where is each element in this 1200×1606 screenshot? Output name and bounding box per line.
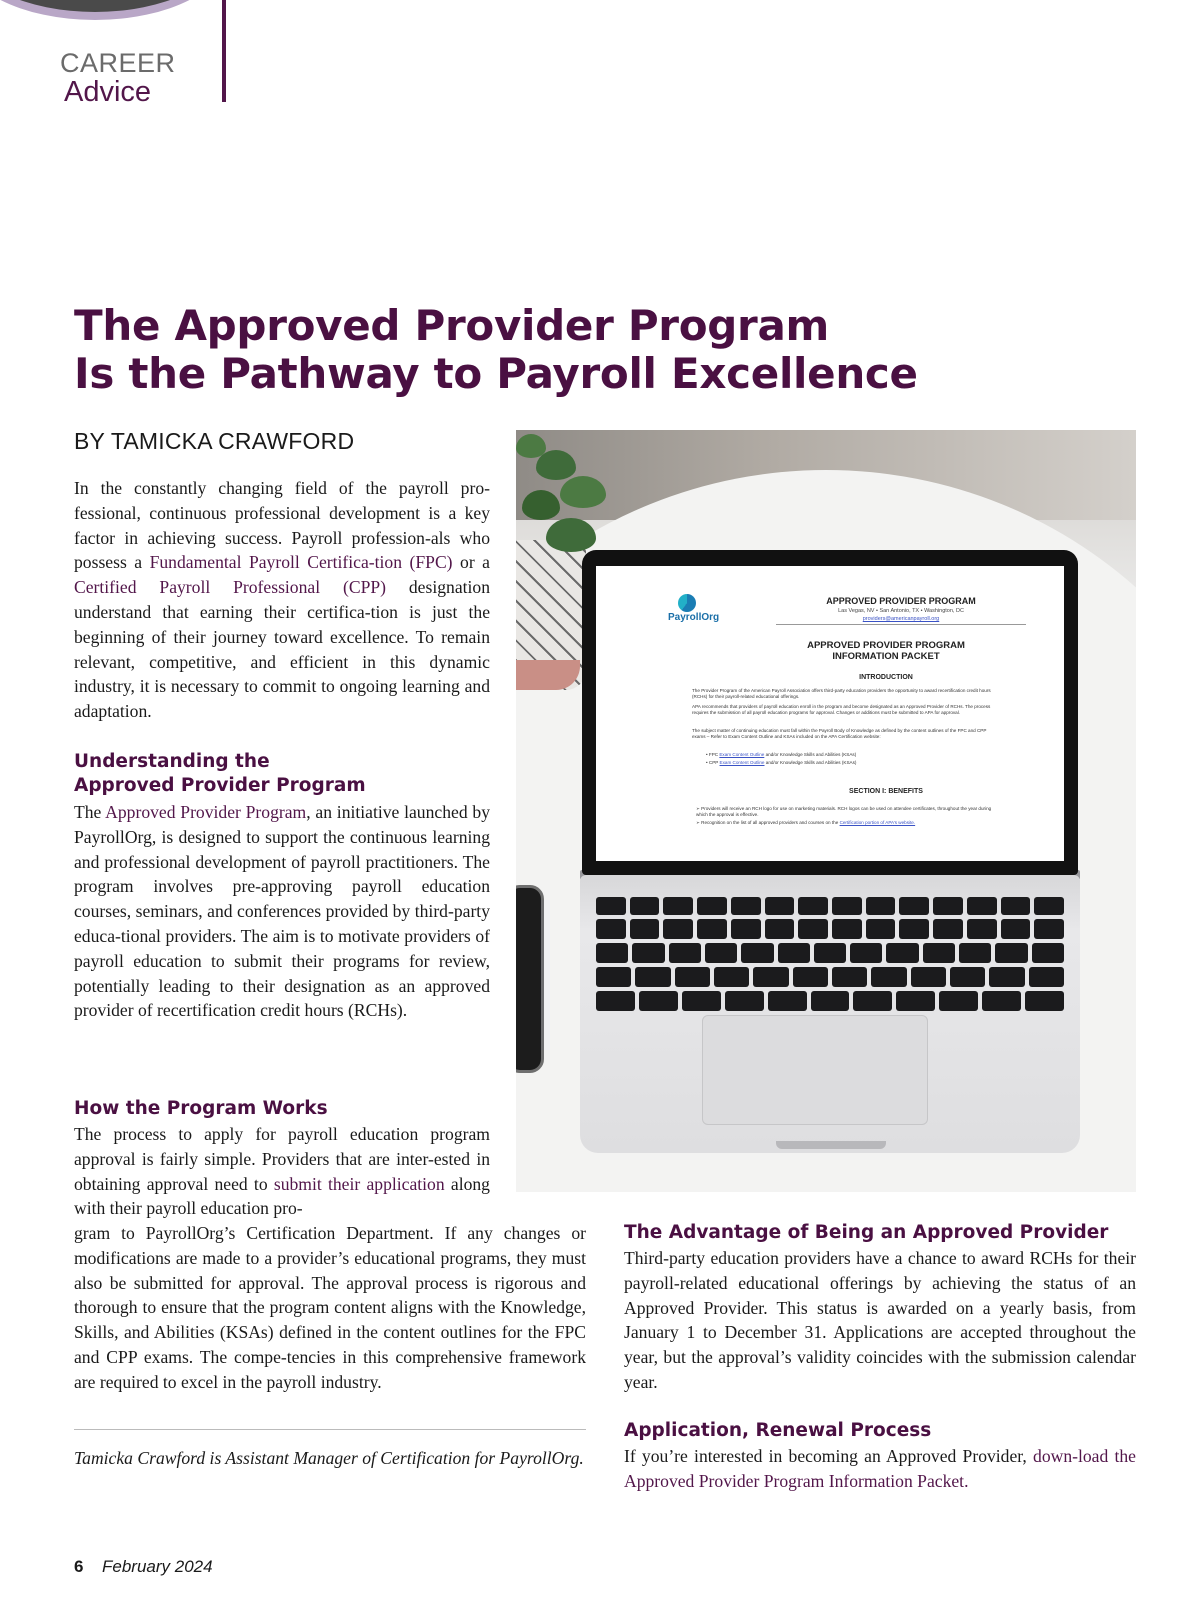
keyboard-key — [1001, 919, 1031, 939]
fpc-link[interactable]: Fundamental Payroll Certifica-tion (FPC) — [149, 552, 453, 573]
keyboard — [596, 897, 1064, 1019]
trackpad — [702, 1015, 928, 1125]
laptop-screen — [596, 566, 1064, 861]
keyboard-key — [682, 991, 721, 1011]
laptop-photo — [516, 430, 1136, 1192]
plant-leaf — [522, 490, 560, 520]
application-text-a: If you’re interested in becoming an Approved Provider, — [624, 1446, 1034, 1466]
keyboard-key — [933, 897, 963, 915]
understanding-text-b: , an initiative launched by PayrollOrg, is designed to support the continuous learning and professional development of payroll practitioners. The program involves pre-approving payroll education courses, seminars, and conferences provided by third-party educa-tional providers. The aim is to motivate providers of payroll education to submit their programs for review, potentially leading to their designation as an approved provider of recertification credit hours (RCHs). — [74, 802, 490, 1021]
article-title — [74, 302, 974, 398]
bio-divider — [74, 1429, 586, 1430]
how-paragraph-narrow — [74, 1122, 490, 1221]
screen-locations: Las Vegas, NV • San Antonio, TX • Washington, DC — [838, 608, 964, 614]
keyboard-key — [596, 991, 635, 1011]
screen-benefit-2-a: Recognition on the list of all approved providers and courses on the — [701, 820, 840, 825]
keyboard-key — [798, 897, 828, 915]
laptop-base — [580, 875, 1080, 1153]
screen-divider — [776, 624, 1026, 625]
screen-section-heading: SECTION I: BENEFITS — [849, 788, 923, 795]
how-text-b: along with their payroll education pro- — [74, 1173, 490, 1219]
screen-paragraph-2: APA recommends that providers of payroll education enroll in the program and become designated as an Approved Provider of RCHs. The process requires the submission of all payroll education programs for approval. Changes or additions must be submitted to APA for approval. — [692, 704, 991, 715]
keyboard-key — [832, 967, 867, 987]
screen-benefit-1: ➢ Providers will receive an RCH logo for use on marketing materials. RCH logos can be used on attendee certificates, throughout the year during which the approval is effective. — [696, 806, 992, 817]
section-label-top: CAREER — [60, 48, 176, 78]
keyboard-key — [989, 967, 1024, 987]
keyboard-key — [632, 943, 664, 963]
screen-bullet-1-a: FPC — [708, 752, 720, 757]
screen-header: APPROVED PROVIDER PROGRAM — [826, 596, 976, 606]
section-label-bottom: Advice — [64, 76, 152, 108]
plant-leaf — [546, 518, 596, 552]
submit-application-link[interactable]: submit their application — [273, 1173, 445, 1194]
understanding-heading-line1: Understanding the — [74, 751, 270, 772]
keyboard-key — [765, 897, 795, 915]
keyboard-key — [1032, 943, 1064, 963]
laptop-lip — [776, 1141, 886, 1149]
section-badge-oval — [0, 0, 230, 20]
intro-paragraph — [74, 476, 490, 724]
screen-benefit-2: ➢ Recognition on the list of all approved providers and courses on the Certification portion of APA’s website. — [696, 820, 916, 825]
understanding-heading — [74, 750, 366, 798]
keyboard-key — [871, 967, 906, 987]
keyboard-key — [669, 943, 701, 963]
approved-provider-program-link[interactable]: Approved Provider Program — [105, 802, 307, 822]
keyboard-key — [1025, 991, 1064, 1011]
keyboard-key — [663, 897, 693, 915]
keyboard-key — [596, 967, 631, 987]
screen-paragraph-3: The subject matter of continuing education must fall within the Payroll Body of Knowledge as defined by the content outlines of the FPC and CPP exams – Refer to Exam Content Outline and KSAs included on the APA Certification website: — [692, 728, 987, 739]
laptop-lid — [582, 550, 1078, 875]
understanding-heading-line2: Approved Provider Program — [74, 775, 366, 796]
cpp-link[interactable]: Certified Payroll Professional (CPP) — [74, 577, 386, 598]
keyboard-key — [982, 991, 1021, 1011]
screen-benefit-1-text: Providers will receive an RCH logo for use on marketing materials. RCH logos can be used on attendee certificates, throughout the year during which the approval is effective. — [696, 806, 992, 817]
byline: BY TAMICKA CRAWFORD — [74, 428, 355, 454]
keyboard-key — [832, 919, 862, 939]
screen-benefit-2-link: Certification portion of APA’s website. — [839, 820, 916, 825]
screen-bullet-2-b: and/or Knowledge Skills and Abilities (KSAs) — [764, 760, 857, 765]
screen-bullet-1: • FPC Exam Content Outline and/or Knowledge Skills and Abilities (KSAs) — [706, 752, 857, 757]
how-text-a: The process to apply for payroll education program approval is fairly simple. Providers that are inter-ested in obtaining approval need to — [74, 1124, 490, 1194]
keyboard-key — [923, 943, 955, 963]
keyboard-key — [1034, 897, 1064, 915]
intro-text-a: In the constantly changing field of the payroll pro-fessional, continuous professional development is a key factor in achieving success. Payroll profession-als who possess a — [74, 478, 490, 573]
keyboard-key — [705, 943, 737, 963]
keyboard-key — [967, 897, 997, 915]
keyboard-key — [663, 919, 693, 939]
screen-intro-heading: INTRODUCTION — [859, 674, 913, 681]
payrollorg-logo-icon — [678, 594, 696, 612]
screen-paragraph-1: The Provider Program of the American Payroll Association offers third-party education providers the opportunity to award recertification credit hours (RCHs) for their payroll-related educational offerings. — [692, 688, 991, 699]
keyboard-key — [899, 919, 929, 939]
screen-bullet-1-link: Exam Content Outline — [719, 752, 765, 757]
understanding-text-a: The — [74, 802, 106, 822]
keyboard-key — [896, 991, 935, 1011]
article-title-line1: The Approved Provider Program — [74, 301, 829, 350]
page-number: 6 — [74, 1557, 84, 1576]
keyboard-key — [959, 943, 991, 963]
how-heading: How the Program Works — [74, 1098, 328, 1119]
keyboard-key — [853, 991, 892, 1011]
keyboard-key — [1034, 919, 1064, 939]
keyboard-key — [1029, 967, 1064, 987]
screen-doc-title-line1: APPROVED PROVIDER PROGRAM — [807, 640, 965, 651]
keyboard-key — [635, 967, 670, 987]
screen-bullet-2-link: Exam Content Outline — [719, 760, 765, 765]
issue-date: February 2024 — [102, 1557, 213, 1576]
application-paragraph — [624, 1444, 1136, 1494]
keyboard-key — [714, 967, 749, 987]
keyboard-key — [939, 991, 978, 1011]
keyboard-key — [765, 919, 795, 939]
screen-bullet-2: • CPP Exam Content Outline and/or Knowledge Skills and Abilities (KSAs) — [706, 760, 857, 765]
keyboard-key — [596, 919, 626, 939]
keyboard-key — [675, 967, 710, 987]
screen-bullet-2-a: CPP — [708, 760, 720, 765]
keyboard-key — [697, 919, 727, 939]
keyboard-key — [753, 967, 788, 987]
screen-email: providers@americanpayroll.org — [862, 616, 940, 622]
section-divider — [222, 0, 226, 102]
screen-doc-title — [736, 640, 1036, 662]
keyboard-key — [741, 943, 773, 963]
plant-leaf — [560, 476, 606, 508]
keyboard-key — [899, 897, 929, 915]
keyboard-key — [778, 943, 810, 963]
author-bio: Tamicka Crawford is Assistant Manager of Certification for PayrollOrg. — [74, 1448, 584, 1468]
keyboard-key — [596, 943, 628, 963]
plant-leaf — [516, 434, 546, 458]
keyboard-key — [814, 943, 846, 963]
keyboard-key — [725, 991, 764, 1011]
keyboard-key — [850, 943, 882, 963]
keyboard-key — [793, 967, 828, 987]
advantage-heading: The Advantage of Being an Approved Provider — [624, 1222, 1109, 1243]
keyboard-key — [697, 897, 727, 915]
keyboard-key — [639, 991, 678, 1011]
how-paragraph-wide: gram to PayrollOrg’s Certification Department. If any changes or modifications are made to a provider’s educational programs, they must also be submitted for approval. The approval process is rigorous and thorough to ensure that the program content aligns with the Knowledge, Skills, and Abilities (KSAs) defined in the content outlines for the FPC and CPP exams. The compe-tencies in this comprehensive framework are required to excel in the payroll industry. — [74, 1223, 586, 1392]
keyboard-key — [731, 897, 761, 915]
smartphone — [516, 885, 544, 1073]
keyboard-key — [630, 897, 660, 915]
keyboard-key — [596, 897, 626, 915]
keyboard-key — [731, 919, 761, 939]
intro-text-b: or a — [452, 552, 490, 573]
keyboard-key — [630, 919, 660, 939]
keyboard-key — [832, 897, 862, 915]
keyboard-key — [995, 943, 1027, 963]
screen-logo-text: PayrollOrg — [668, 612, 720, 623]
download-packet-link[interactable]: down-load the Approved Provider Program Information Packet. — [624, 1446, 1136, 1491]
advantage-paragraph: Third-party education providers have a chance to award RCHs for their payroll-related educational offerings by achieving the status of an Approved Provider. This status is awarded on a yearly basis, from January 1 to December 31. Applications are accepted throughout the year, but the approval’s validity coincides with the submission calendar year. — [624, 1248, 1136, 1392]
keyboard-key — [1001, 897, 1031, 915]
understanding-paragraph — [74, 800, 490, 1023]
screen-bullet-1-b: and/or Knowledge Skills and Abilities (KSAs) — [764, 752, 857, 757]
keyboard-key — [811, 991, 850, 1011]
intro-text-c: designation understand that earning their certifica-tion is just the beginning of their journey toward excellence. To remain relevant, competitive, and efficient in this dynamic industry, it is necessary to commit to ongoing learning and adaptation. — [74, 577, 490, 722]
keyboard-key — [798, 919, 828, 939]
keyboard-key — [768, 991, 807, 1011]
keyboard-key — [866, 897, 896, 915]
keyboard-key — [950, 967, 985, 987]
keyboard-key — [886, 943, 918, 963]
keyboard-key — [933, 919, 963, 939]
keyboard-key — [967, 919, 997, 939]
screen-doc-title-line2: INFORMATION PACKET — [832, 651, 940, 662]
article-title-line2: Is the Pathway to Payroll Excellence — [74, 349, 918, 398]
application-heading: Application, Renewal Process — [624, 1420, 932, 1441]
keyboard-key — [911, 967, 946, 987]
keyboard-key — [866, 919, 896, 939]
